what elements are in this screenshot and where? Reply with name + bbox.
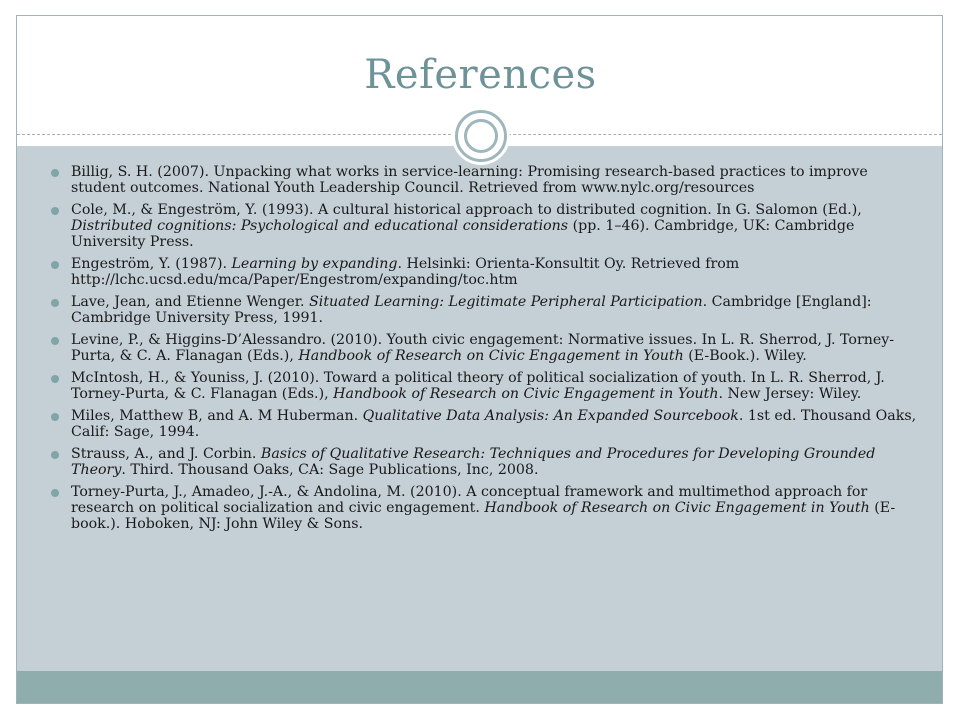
reference-title: Learning by expanding	[231, 256, 398, 272]
reference-text-end: . Helsinki: Orienta-Konsultit Oy. Retrieved from http://lchc.ucsd.edu/mca/Paper/Engestrom/expanding/toc.htm	[71, 256, 740, 288]
bullet-icon	[51, 451, 59, 459]
bullet-icon	[51, 299, 59, 307]
slide-frame	[16, 15, 943, 704]
reference-text-end: . 1st ed. Thousand Oaks, Calif: Sage, 1994.	[71, 408, 917, 440]
reference-item	[17, 164, 942, 196]
reference-item	[17, 484, 942, 532]
reference-title: Handbook of Research on Civic Engagement in Youth	[298, 348, 684, 364]
decorative-inner-circle	[464, 119, 498, 153]
reference-text: Torney-Purta, J., Amadeo, J.-A., & Andolina, M. (2010). A conceptual framework and multimethod approach for research on political socialization and civic engagement.	[71, 484, 868, 516]
reference-title: Handbook of Research on Civic Engagement in Youth	[484, 500, 870, 516]
reference-text: Lave, Jean, and Etienne Wenger.	[71, 294, 310, 310]
footer-band	[17, 671, 942, 703]
reference-text-end: (E-book.). Hoboken, NJ: John Wiley & Sons.	[71, 500, 896, 532]
slide-title: References	[364, 52, 597, 98]
reference-item	[17, 446, 942, 478]
reference-item	[17, 294, 942, 326]
reference-text: Engeström, Y. (1987).	[71, 256, 232, 272]
bullet-icon	[51, 169, 59, 177]
decorative-circle-icon	[455, 110, 507, 162]
reference-title: Basics of Qualitative Research: Techniques and Procedures for Developing Grounded Theory	[71, 446, 876, 478]
reference-text: Miles, Matthew B, and A. M Huberman.	[71, 408, 363, 424]
bullet-icon	[51, 375, 59, 383]
reference-item	[17, 202, 942, 250]
bullet-icon	[51, 207, 59, 215]
bullet-icon	[51, 489, 59, 497]
reference-title: Distributed cognitions: Psychological and educational considerations	[71, 218, 569, 234]
reference-title: Situated Learning: Legitimate Peripheral Participation	[309, 294, 703, 310]
reference-list	[17, 164, 942, 538]
reference-text: Levine, P., & Higgins-D’Alessandro. (2010). Youth civic engagement: Normative issues. In L. R. Sherrod, J. Torney-Purta, & C. A. Flanagan (Eds.),	[71, 332, 895, 364]
reference-text: Billig, S. H. (2007). Unpacking what works in service-learning: Promising research-based practices to improve student outcomes. National Youth Leadership Council. Retrieved from www.nylc.org/resources	[71, 164, 868, 196]
reference-text: Cole, M., & Engeström, Y. (1993). A cultural historical approach to distributed cognition. In G. Salomon (Ed.),	[71, 202, 862, 218]
reference-item	[17, 408, 942, 440]
reference-title: Qualitative Data Analysis: An Expanded Sourcebook	[362, 408, 739, 424]
bullet-icon	[51, 413, 59, 421]
reference-text-end: . Third. Thousand Oaks, CA: Sage Publications, Inc, 2008.	[121, 462, 539, 478]
bullet-icon	[51, 261, 59, 269]
reference-title: Handbook of Research on Civic Engagement in Youth	[333, 386, 719, 402]
reference-text: Strauss, A., and J. Corbin.	[71, 446, 261, 462]
reference-item	[17, 370, 942, 402]
reference-item	[17, 256, 942, 288]
reference-text-end: . New Jersey: Wiley.	[718, 386, 862, 402]
reference-text-end: (E-Book.). Wiley.	[683, 348, 807, 364]
reference-text-end: (pp. 1–46). Cambridge, UK: Cambridge University Press.	[71, 218, 855, 250]
bullet-icon	[51, 337, 59, 345]
reference-text-end: . Cambridge [England]: Cambridge University Press, 1991.	[71, 294, 872, 326]
reference-text: McIntosh, H., & Youniss, J. (2010). Toward a political theory of political socialization of youth. In L. R. Sherrod, J. Torney-Purta, & C. Flanagan (Eds.),	[71, 370, 885, 402]
reference-item	[17, 332, 942, 364]
